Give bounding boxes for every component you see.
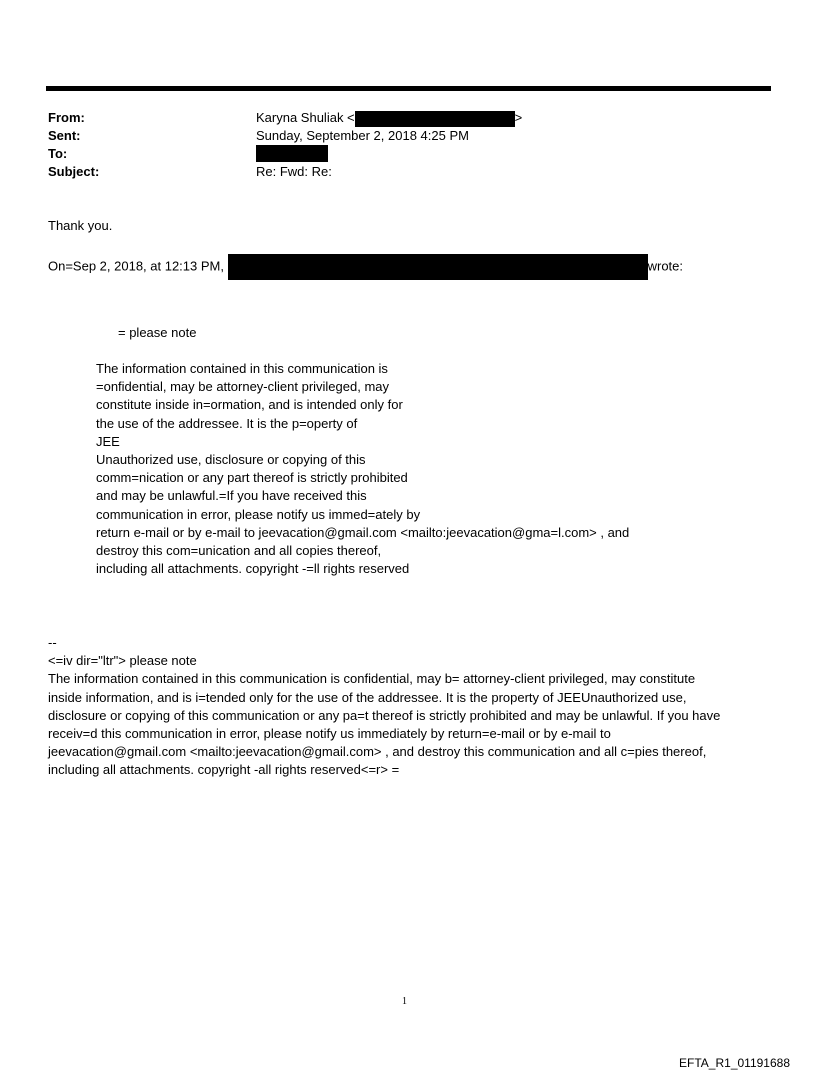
footer-line: inside information, and is i=tended only for the use of the addressee. It is the property of JEEUnauthorized use, (48, 689, 687, 705)
quote-prefix: On=Sep 2, 2018, at 12:13 PM, (48, 258, 224, 274)
subject-label: Subject: (48, 164, 100, 179)
footer-line: jeevacation@gmail.com <mailto:jeevacation@gmail.com> , and destroy this communication and all c=pies thereof, (48, 744, 707, 760)
signature-footer (48, 634, 720, 780)
sent-label: Sent: (48, 128, 81, 143)
notice-line: including all attachments. copyright -=ll rights reserved (96, 561, 410, 577)
quote-suffix: wrote: (647, 258, 684, 274)
notice-line: the use of the addressee. It is the p=operty of (96, 415, 358, 431)
to-value (256, 144, 328, 162)
notice-line: Unauthorized use, disclosure or copying of this (96, 452, 366, 468)
header-rule (46, 86, 771, 91)
notice-line: JEE (96, 433, 120, 449)
notice-line: The information contained in this communication is (96, 361, 388, 376)
notice-line: return e-mail or by e-mail to jeevacation@gmail.com <mailto:jeevacation@gma=l.com> , and (96, 524, 630, 540)
subject-value: Re: Fwd: Re: (256, 164, 332, 179)
from-close: > (514, 110, 523, 125)
to-label: To: (48, 146, 68, 161)
note-line: = please note (118, 325, 197, 340)
footer-line: receiv=d this communication in error, please notify us immediately by return=e-mail or by e-mail to (48, 726, 611, 742)
bates-number: EFTA_R1_01191688 (679, 1056, 790, 1070)
sent-value: Sunday, September 2, 2018 4:25 PM (256, 128, 469, 143)
footer-line: -- (48, 635, 57, 650)
footer-line: <=iv dir="ltr"> please note (48, 653, 197, 669)
footer-line: disclosure or copying of this communication or any pa=t thereof is strictly prohibited and may be unlawful. If you have (48, 707, 721, 723)
confidentiality-notice (96, 360, 629, 578)
notice-line: constitute inside in=ormation, and is intended only for (96, 397, 403, 413)
footer-line: The information contained in this communication is confidential, may b= attorney-client privileged, may constitute (48, 671, 696, 687)
redaction-box (228, 254, 648, 280)
notice-line: =onfidential, may be attorney-client privileged, may (96, 379, 390, 395)
notice-line: comm=nication or any part thereof is strictly prohibited (96, 470, 408, 486)
redaction-box (256, 145, 328, 162)
footer-line: including all attachments. copyright -all rights reserved<=r> = (48, 762, 400, 778)
from-name: Karyna Shuliak < (256, 110, 355, 125)
quote-attribution (48, 254, 683, 280)
redaction-box (355, 111, 515, 127)
page-number: 1 (402, 996, 407, 1007)
thanks-line: Thank you. (48, 218, 113, 233)
email-header-labels (48, 109, 99, 181)
from-value (256, 109, 522, 127)
from-label: From: (48, 110, 85, 125)
notice-line: and may be unlawful.=If you have received this (96, 488, 367, 504)
notice-line: communication in error, please notify us immed=ately by (96, 506, 421, 522)
notice-line: destroy this com=unication and all copies thereof, (96, 543, 382, 559)
